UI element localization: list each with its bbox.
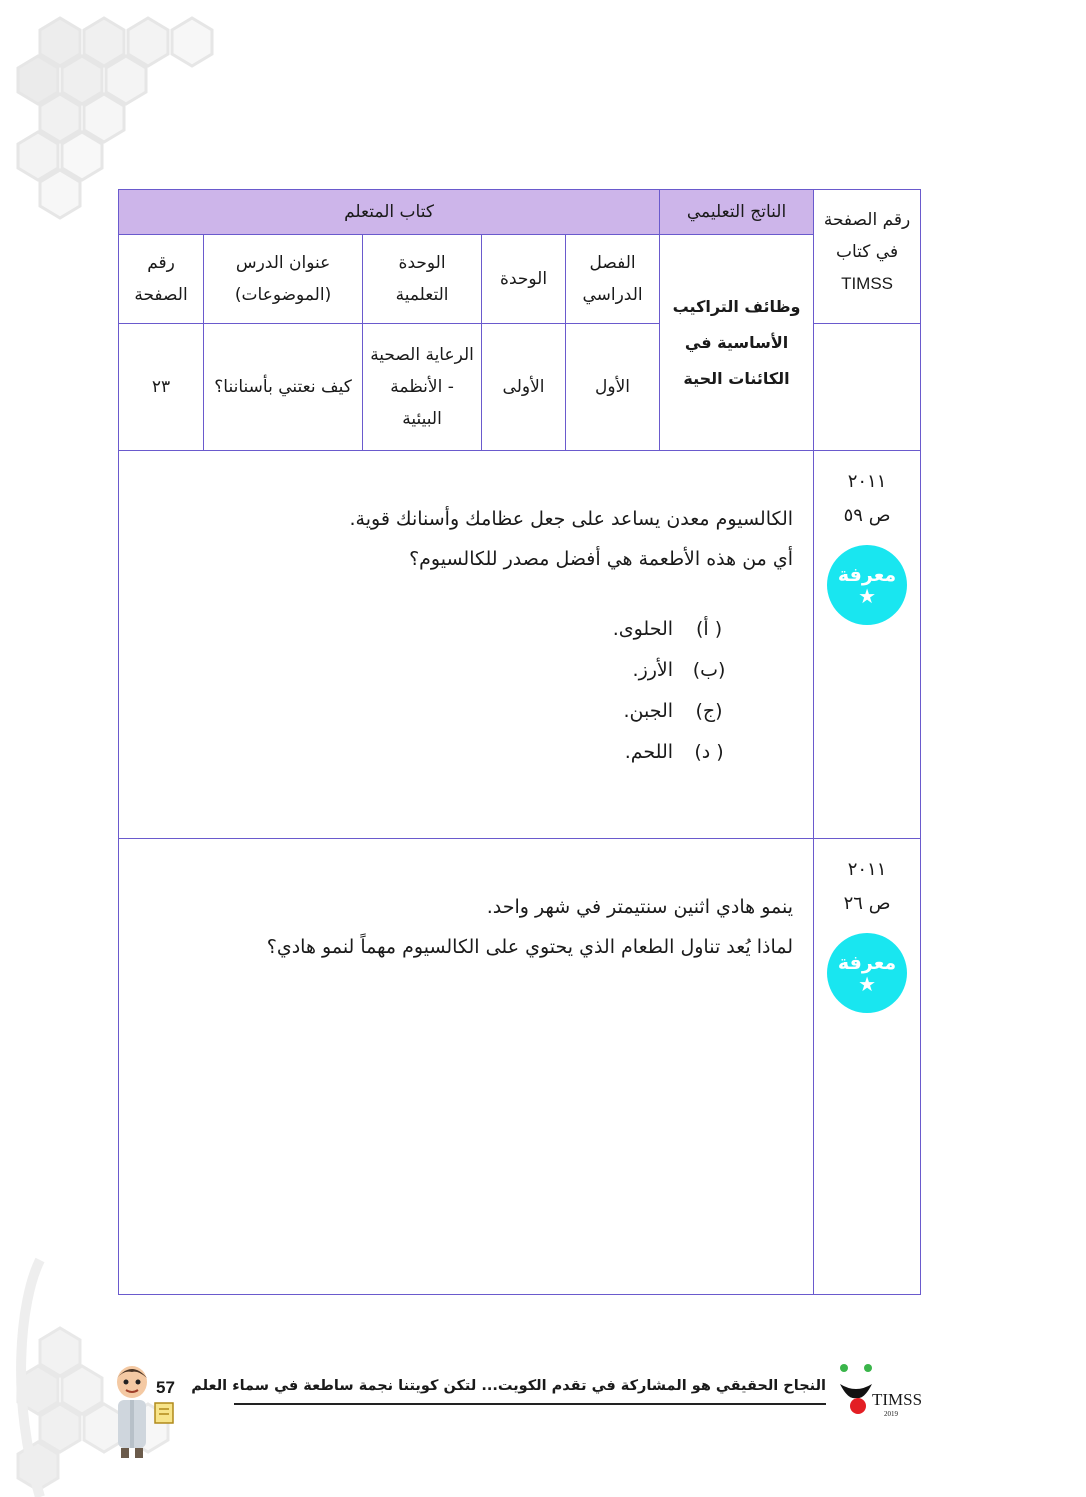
unit-value: الأولى <box>482 324 566 451</box>
curriculum-table <box>118 189 921 1295</box>
question-1-page: ص ٥٩ <box>843 505 891 526</box>
timss-mascot-logo <box>836 1362 876 1418</box>
knowledge-badge: معرفة ★ <box>827 933 907 1013</box>
question-2-stem-line-1: ينمو هادي اثنين سنتيمتر في شهر واحد. <box>486 896 794 918</box>
question-1-options <box>119 609 793 773</box>
question-row-2 <box>119 839 921 1295</box>
star-icon: ★ <box>858 584 877 608</box>
option-d[interactable]: ( د) اللحم. <box>624 741 724 763</box>
question-2-page: ص ٢٦ <box>843 893 891 914</box>
question-row-1 <box>119 451 921 839</box>
unit-header: الوحدة <box>482 235 566 324</box>
semester-header: الفصل الدراسي <box>566 235 660 324</box>
question-2-stem-line-2: لماذا يُعد تناول الطعام الذي يحتوي على الكالسيوم مهماً لنمو هادي؟ <box>266 936 794 958</box>
timss-logo-text: TIMSS <box>872 1390 923 1409</box>
question-2-year: ٢٠١١ <box>847 859 887 880</box>
learning-outcome-header: الناتج التعليمي <box>660 190 814 235</box>
option-c[interactable]: (ج) الجبن. <box>623 700 723 722</box>
lesson-title-header: عنوان الدرس (الموضوعات) <box>204 235 363 324</box>
question-1-body <box>119 451 814 839</box>
footer-slogan: النجاح الحقيقي هو المشاركة في تقدم الكويت... لتكن كويتنا نجمة ساطعة في سماء العلم <box>191 1378 826 1394</box>
document-icon <box>154 1402 174 1424</box>
student-mascot-icon <box>108 1362 156 1460</box>
question-2-meta <box>814 839 921 1295</box>
knowledge-badge: معرفة ★ <box>827 545 907 625</box>
question-2-body <box>119 839 814 1295</box>
learning-outcome-value: وظائف التراكيب الأساسية في الكائنات الحية <box>660 235 814 451</box>
learning-unit-value: الرعاية الصحية - الأنظمة البيئية <box>363 324 482 451</box>
question-1-stem-line-2: أي من هذه الأطعمة هي أفضل مصدر للكالسيوم؟ <box>409 548 794 570</box>
semester-value: الأول <box>566 324 660 451</box>
page-number: 57 <box>156 1378 175 1397</box>
question-1-meta <box>814 451 921 839</box>
learning-unit-header: الوحدة التعلمية <box>363 235 482 324</box>
learner-book-header: كتاب المتعلم <box>119 190 660 235</box>
page-empty-cell <box>814 324 921 451</box>
timss-logo-year: 2019 <box>884 1410 898 1418</box>
star-icon: ★ <box>858 972 877 996</box>
lesson-title-value: كيف نعتني بأسناننا؟ <box>204 324 363 451</box>
question-1-year: ٢٠١١ <box>847 471 887 492</box>
page-number-value: ٢٣ <box>119 324 204 451</box>
footer-divider <box>234 1403 826 1405</box>
timss-page-header: رقم الصفحة في كتاب TIMSS <box>814 190 921 324</box>
page-number-header: رقم الصفحة <box>119 235 204 324</box>
option-b[interactable]: (ب) الأرز. <box>632 659 726 681</box>
option-a[interactable]: ( أ) الحلوى. <box>612 618 723 640</box>
question-1-stem-line-1: الكالسيوم معدن يساعد على جعل عظامك وأسنانك قوية. <box>349 508 794 530</box>
